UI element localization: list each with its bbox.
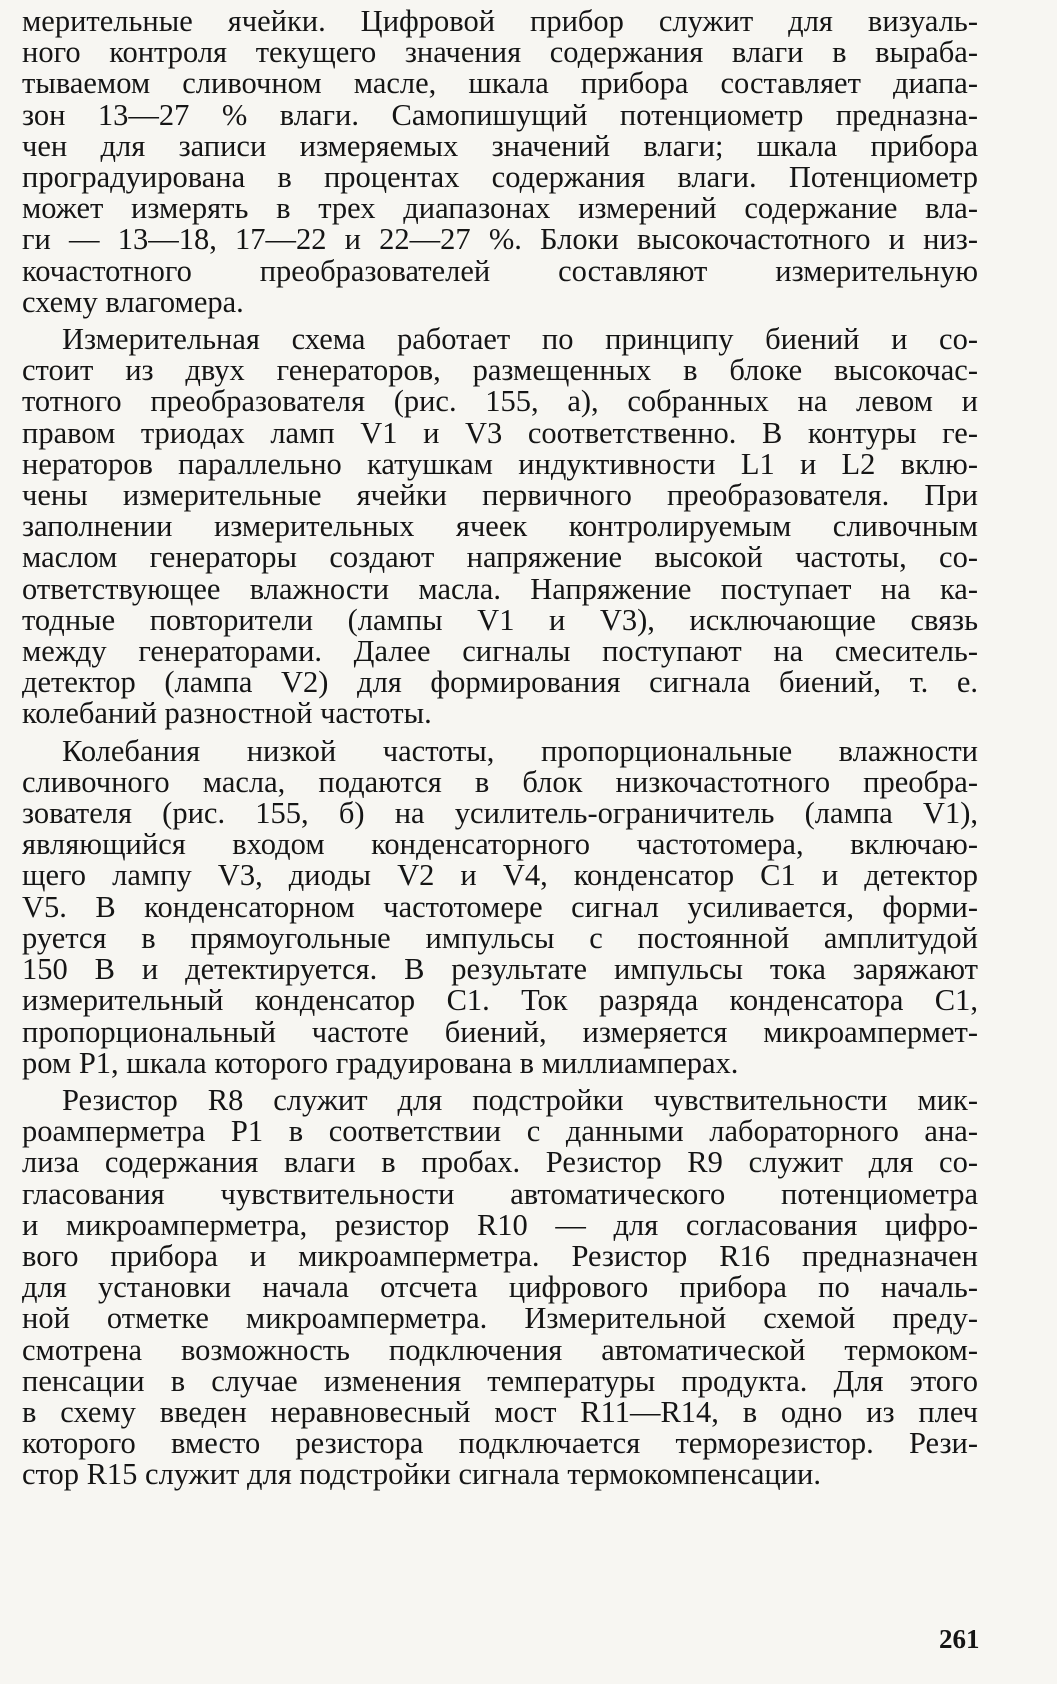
paragraph	[22, 6, 978, 318]
text-line: схему влагомера.	[22, 284, 244, 319]
text-line: детектор (лампа V2) для формирования сигнала биений, т. е.	[22, 665, 978, 700]
text-line: правом триодах ламп V1 и V3 соответственно. В контуры ге-	[22, 415, 978, 450]
text-line: гласования чувствительности автоматического потенциометра	[22, 1176, 978, 1211]
text-line: зон 13—27 % влаги. Самопишущий потенциометр предназна-	[22, 97, 978, 132]
text-line: тотного преобразователя (рис. 155, а), собранных на левом и	[22, 384, 978, 419]
text-line: между генераторами. Далее сигналы поступают на смеситель-	[22, 634, 978, 669]
text-line: и микроамперметра, резистор R10 — для согласования цифро-	[22, 1207, 978, 1242]
text-line: которого вместо резистора подключается терморезистор. Рези-	[22, 1426, 978, 1461]
text-line: в схему введен неравновесный мост R11—R14, в одно из плеч	[22, 1394, 978, 1429]
text-line: ги — 13—18, 17—22 и 22—27 %. Блоки высокочастотного и низ-	[22, 222, 978, 257]
text-line: Резистор R8 служит для подстройки чувствительности мик-	[62, 1082, 978, 1117]
text-line: мерительные ячейки. Цифровой прибор служит для визуаль-	[22, 4, 978, 38]
text-line: для установки начала отсчета цифрового прибора по началь-	[22, 1270, 978, 1305]
text-line: нераторов параллельно катушкам индуктивности L1 и L2 вклю-	[22, 446, 978, 481]
text-line: ответствующее влажности масла. Напряжение поступает на ка-	[22, 571, 978, 606]
text-line: смотрена возможность подключения автоматической термоком-	[22, 1332, 978, 1367]
text-line: тываемом сливочном масле, шкала прибора составляет диапа-	[22, 66, 978, 101]
page-body	[22, 6, 978, 1491]
text-line: пропорциональный частоте биений, измеряется микроампермет-	[22, 1014, 978, 1049]
text-line: проградуирована в процентах содержания влаги. Потенциометр	[22, 160, 978, 195]
text-line: измерительный конденсатор C1. Ток разряда конденсатора C1,	[22, 983, 978, 1018]
text-line: сливочного масла, подаются в блок низкочастотного преобра-	[22, 764, 978, 799]
text-line: щего лампу V3, диоды V2 и V4, конденсатор C1 и детектор	[22, 858, 978, 893]
text-line: лиза содержания влаги в пробах. Резистор R9 служит для со-	[22, 1145, 978, 1180]
text-line: чен для записи измеряемых значений влаги; шкала прибора	[22, 128, 978, 163]
text-line: вого прибора и микроамперметра. Резистор R16 предназначен	[22, 1238, 978, 1273]
text-line: Измерительная схема работает по принципу биений и со-	[62, 322, 978, 357]
text-line: тодные повторители (лампы V1 и V3), исключающие связь	[22, 602, 978, 637]
paragraph	[22, 733, 978, 1080]
text-line: руется в прямоугольные импульсы с постоянной амплитудой	[22, 920, 978, 955]
page-number: 261	[939, 1624, 980, 1654]
text-line: стор R15 служит для подстройки сигнала термокомпенсации.	[22, 1457, 821, 1492]
text-line: 150 В и детектируется. В результате импульсы тока заряжают	[22, 952, 978, 987]
paragraph	[22, 324, 978, 730]
text-line: колебаний разностной частоты.	[22, 696, 432, 731]
paragraph	[22, 1082, 978, 1492]
text-line: являющийся входом конденсаторного частотомера, включаю-	[22, 827, 978, 862]
text-line: ного контроля текущего значения содержания влаги в выраба-	[22, 35, 978, 70]
text-line: стоит из двух генераторов, размещенных в блоке высокочас-	[22, 353, 978, 388]
text-line: маслом генераторы создают напряжение высокой частоты, со-	[22, 540, 978, 575]
text-line: роамперметра P1 в соответствии с данными лабораторного ана-	[22, 1114, 978, 1149]
text-line: может измерять в трех диапазонах измерений содержание вла-	[22, 191, 978, 226]
text-line: V5. В конденсаторном частотомере сигнал усиливается, форми-	[22, 889, 978, 924]
text-line: зователя (рис. 155, б) на усилитель-ограничитель (лампа V1),	[22, 796, 978, 831]
text-line: Колебания низкой частоты, пропорциональные влажности	[62, 733, 978, 768]
text-line: ром P1, шкала которого градуирована в миллиамперах.	[22, 1045, 739, 1080]
text-line: заполнении измерительных ячеек контролируемым сливочным	[22, 509, 978, 544]
text-line: чены измерительные ячейки первичного преобразователя. При	[22, 478, 978, 513]
text-line: ной отметке микроамперметра. Измерительной схемой преду-	[22, 1301, 978, 1336]
text-line: кочастотного преобразователей составляют измерительную	[22, 253, 978, 288]
text-line: пенсации в случае изменения температуры продукта. Для этого	[22, 1363, 978, 1398]
